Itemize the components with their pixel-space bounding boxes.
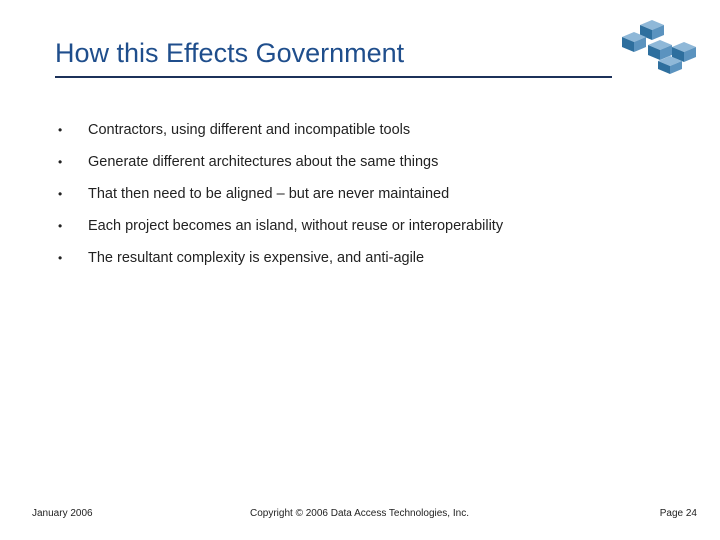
footer-copyright: Copyright © 2006 Data Access Technologies, Inc. [250,508,469,519]
footer-page-number: Page 24 [659,508,697,519]
bullet-text: Contractors, using different and incompatible tools [88,122,411,138]
bullet-marker: • [58,187,63,201]
footer-date: January 2006 [32,508,93,519]
title-underline [55,76,612,78]
bullet-marker: • [58,251,63,265]
bullet-text: Generate different architectures about the same things [88,154,439,170]
bullet-marker: • [58,123,63,137]
bullet-marker: • [58,155,63,169]
stacked-cubes-logo-icon [620,18,700,74]
bullet-text: That then need to be aligned – but are never maintained [88,186,450,202]
slide-title: How this Effects Government [55,38,405,68]
bullet-text: Each project becomes an island, without reuse or interoperability [88,218,504,234]
bullet-marker: • [58,219,63,233]
bullet-text: The resultant complexity is expensive, and anti-agile [88,250,425,266]
